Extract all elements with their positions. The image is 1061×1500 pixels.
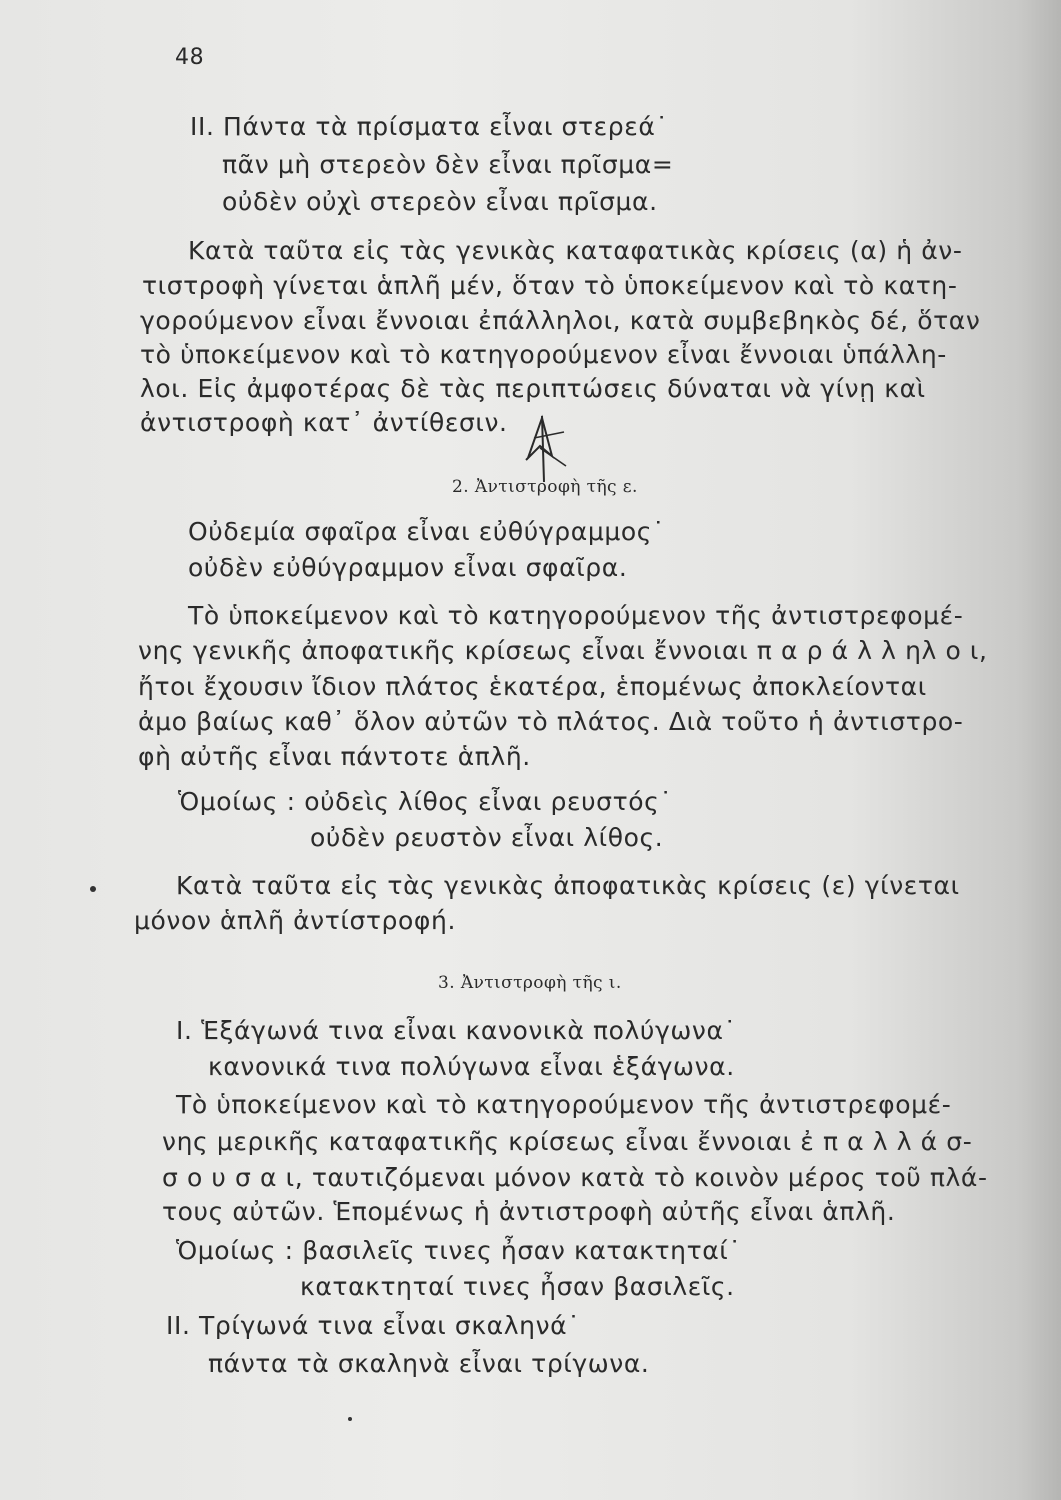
text-line: Τὸ ὑποκείμενον καὶ τὸ κατηγορούμενον τῆς ἀντιστρεφομέ- [176,1090,952,1119]
text-line: φὴ αὐτῆς εἶναι πάντοτε ἁπλῆ. [138,742,531,771]
text-line: οὐδὲν οὐχὶ στερεὸν εἶναι πρῖσμα. [222,187,658,216]
text-line: οὐδὲν ρευστὸν εἶναι λίθος. [310,823,664,852]
handwritten-mark-icon [520,408,600,488]
text-line: Τὸ ὑποκείμενον καὶ τὸ κατηγορούμενον τῆς ἀντιστρεφομέ- [188,601,964,630]
text-line: γορούμενον εἶναι ἔννοιαι ἐπάλληλοι, κατὰ συμβεβηκὸς δέ, ὅταν [140,306,981,335]
text-line: Ὁμοίως : οὐδεὶς λίθος εἶναι ρευστός˙ [178,787,673,816]
text-line: νης γενικῆς ἀποφατικῆς κρίσεως εἶναι ἔννοιαι π α ρ ά λ λ ηλ ο ι, [138,636,988,665]
text-line: πάντα τὰ σκαληνὰ εἶναι τρίγωνα. [208,1349,650,1378]
text-line: ἀντιστροφὴ κατ᾽ ἀντίθεσιν. [140,408,508,437]
text-line: ἤτοι ἔχουσιν ἴδιον πλάτος ἑκατέρα, ἑπομένως ἀποκλείονται [138,672,927,701]
text-line: οὐδὲν εὐθύγραμμον εἶναι σφαῖρα. [188,553,628,582]
text-line: κατακτηταί τινες ἦσαν βασιλεῖς. [300,1272,735,1301]
text-line: ἀμο βαίως καθ᾽ ὅλον αὐτῶν τὸ πλάτος. Διὰ τοῦτο ἡ ἀντιστρο- [138,707,964,736]
section-heading: 2. Ἀντιστροφὴ τῆς ε. [452,477,638,497]
text-line: νης μερικῆς καταφατικῆς κρίσεως εἶναι ἔννοιαι ἐ π α λ λ ά σ- [162,1127,973,1156]
text-line: πᾶν μὴ στερεὸν δὲν εἶναι πρῖσμα= [222,150,674,179]
text-line: II. Τρίγωνά τινα εἶναι σκαληνά˙ [166,1311,581,1340]
text-line: λοι. Εἰς ἀμφοτέρας δὲ τὰς περιπτώσεις δύναται νὰ γίνῃ καὶ [140,374,926,403]
text-line: κανονικά τινα πολύγωνα εἶναι ἑξάγωνα. [208,1052,735,1081]
section-heading: 3. Ἀντιστροφὴ τῆς ι. [438,973,622,993]
text-line: II. Πάντα τὰ πρίσματα εἶναι στερεά˙ [190,112,669,141]
text-line: σ ο υ σ α ι, ταυτιζόμεναι μόνον κατὰ τὸ κοινὸν μέρος τοῦ πλά- [162,1163,988,1192]
text-line: Κατὰ ταῦτα εἰς τὰς γενικὰς καταφατικὰς κρίσεις (α) ἡ ἀν- [188,236,963,265]
stray-dot [90,886,96,892]
text-line: Οὐδεμία σφαῖρα εἶναι εὐθύγραμμος˙ [188,517,666,546]
page-number: 48 [175,45,205,70]
text-line: Ὁμοίως : βασιλεῖς τινες ἦσαν κατακτηταί˙ [176,1236,742,1265]
text-line: τὸ ὑποκείμενον καὶ τὸ κατηγορούμενον εἶναι ἔννοιαι ὑπάλλη- [140,340,947,369]
text-line: τους αὐτῶν. Ἑπομένως ἡ ἀντιστροφὴ αὐτῆς εἶναι ἁπλῆ. [162,1197,896,1226]
text-line: I. Ἑξάγωνά τινα εἶναι κανονικὰ πολύγωνα˙ [176,1016,737,1045]
text-line: τιστροφὴ γίνεται ἁπλῆ μέν, ὅταν τὸ ὑποκείμενον καὶ τὸ κατη- [142,271,958,300]
stray-dot [348,1417,352,1421]
text-line: Κατὰ ταῦτα εἰς τὰς γενικὰς ἀποφατικὰς κρίσεις (ε) γίνεται [176,871,960,900]
text-line: μόνον ἁπλῆ ἀντίστροφή. [134,906,456,935]
